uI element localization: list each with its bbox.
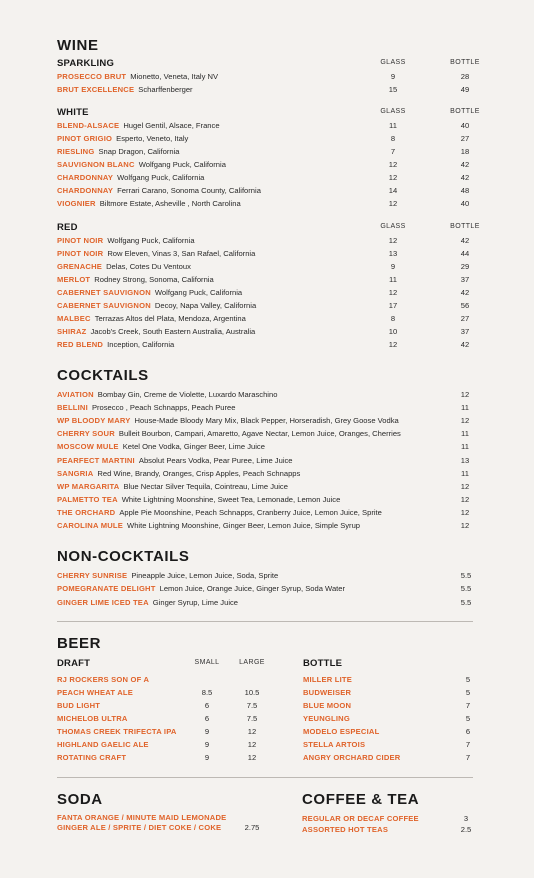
cocktail-price: 12 [460, 494, 470, 504]
wine-name: CABERNET SAUVIGNON [57, 288, 151, 297]
wine-name: MERLOT [57, 275, 91, 284]
draft-beer-item [57, 687, 133, 698]
sparkling-heading: SPARKLING [57, 58, 115, 69]
wine-description: Delas, Cotes Du Ventoux [106, 262, 191, 271]
sparkling-bottle-label: BOTTLE [450, 59, 480, 66]
sparkling-glass-label: GLASS [380, 59, 406, 66]
non-cocktail-name: POMEGRANATE DELIGHT [57, 584, 156, 594]
wine-description: Biltmore Estate, Asheville , North Carolina [99, 199, 241, 208]
cocktail-name: CAROLINA MULE [57, 521, 124, 530]
wine-bottle-price: 27 [460, 314, 470, 323]
bottle-beer-name: MODELO ESPECIAL [303, 727, 380, 736]
wine-glass-price: 17 [388, 301, 398, 310]
non-cocktail-description: Lemon Juice, Orange Juice, Ginger Syrup, Soda Water [159, 584, 346, 594]
bottle-beer-price: 7 [465, 740, 471, 749]
wine-item [57, 185, 261, 196]
wine-item [57, 339, 174, 350]
white-heading: WHITE [57, 107, 89, 118]
wine-item [57, 313, 246, 324]
bottle-beer-price: 5 [465, 714, 471, 723]
cocktail-description: Ketel One Vodka, Ginger Beer, Lime Juice [122, 442, 265, 452]
draft-beer-item [57, 752, 126, 763]
cocktail-item [57, 441, 265, 452]
cocktail-price: 11 [461, 442, 469, 452]
cocktail-price: 11 [461, 468, 469, 478]
wine-bottle-price: 18 [460, 147, 470, 156]
cocktail-price: 12 [460, 416, 470, 426]
cocktail-name: CHERRY SOUR [57, 429, 115, 439]
white-bottle-label: BOTTLE [450, 108, 480, 115]
bottle-beer-name: MILLER LITE [303, 675, 353, 684]
wine-name: VIOGNIER [57, 199, 96, 208]
wine-bottle-price: 56 [460, 301, 470, 310]
wine-bottle-price: 27 [460, 134, 470, 143]
cocktail-name: MOSCOW MULE [57, 442, 119, 452]
draft-beer-name: THOMAS CREEK TRIFECTA IPA [57, 727, 177, 736]
wine-name: BRUT EXCELLENCE [57, 85, 135, 94]
wine-glass-price: 8 [390, 134, 396, 143]
coffee-tea-price: 3 [463, 814, 469, 823]
wine-bottle-price: 37 [460, 275, 470, 284]
cocktail-item [57, 494, 340, 505]
wine-name: CHARDONNAY [57, 173, 114, 182]
wine-bottle-price: 42 [460, 236, 470, 245]
bottle-beer-item [303, 739, 365, 750]
wine-bottle-price: 49 [460, 85, 470, 94]
wine-glass-price: 9 [390, 262, 396, 271]
draft-large-price: 7.5 [246, 714, 258, 723]
wine-glass-price: 7 [390, 147, 396, 156]
wine-description: Wolfgang Puck, California [107, 236, 195, 245]
cocktail-item [57, 428, 401, 439]
wine-description: Wolfgang Puck, California [154, 288, 243, 297]
white-glass-label: GLASS [380, 108, 406, 115]
bottle-beer-name: BUDWEISER [303, 688, 352, 697]
wine-glass-price: 14 [388, 186, 398, 195]
wine-description: Ferrari Carano, Sonoma County, California [117, 186, 261, 195]
cocktail-description: Blue Nectar Silver Tequila, Cointreau, Lime Juice [123, 481, 288, 491]
cocktail-description: Bulleit Bourbon, Campari, Amaretto, Agave Nectar, Lemon Juice, Oranges, Cherries [118, 429, 401, 439]
bottle-beer-item [303, 726, 379, 737]
draft-small-price: 8.5 [201, 688, 213, 697]
non-cocktail-description: Ginger Syrup, Lime Juice [152, 597, 239, 607]
cocktail-description: Prosecco , Peach Schnapps, Peach Puree [91, 403, 236, 413]
red-heading: RED [57, 222, 78, 233]
cocktail-item [57, 389, 277, 400]
bottle-beer-item [303, 713, 350, 724]
wine-name: SAUVIGNON BLANC [57, 160, 135, 169]
cocktail-name: SANGRIA [57, 468, 94, 478]
wine-description: Terrazas Altos del Plata, Mendoza, Argentina [94, 314, 246, 323]
bottle-beer-item [303, 674, 352, 685]
wine-bottle-price: 42 [460, 288, 470, 297]
divider [57, 621, 473, 622]
wine-bottle-price: 42 [460, 160, 470, 169]
wine-item [57, 159, 226, 170]
wine-item [57, 133, 188, 144]
wine-item [57, 248, 255, 259]
draft-beer-item [57, 700, 100, 711]
cocktail-description: Red Wine, Brandy, Oranges, Crisp Apples, Peach Schnapps [97, 468, 301, 478]
non-cocktail-item [57, 583, 345, 594]
wine-glass-price: 9 [390, 72, 396, 81]
red-glass-label: GLASS [380, 223, 406, 230]
cocktail-description: Apple Pie Moonshine, Peach Schnapps, Cranberry Juice, Lemon Juice, Sprite [119, 507, 382, 517]
bottle-beer-item [303, 752, 400, 763]
wine-name: RIESLING [57, 147, 95, 156]
coffee-tea-price: 2.5 [460, 825, 472, 834]
soda-line-1: FANTA ORANGE / MINUTE MAID LEMONADE [57, 813, 227, 822]
wine-description: Esperto, Veneto, Italy [116, 134, 189, 143]
non-cocktail-item [57, 570, 278, 581]
wine-item [57, 326, 255, 337]
wine-name: CHARDONNAY [57, 186, 114, 195]
cocktail-price: 11 [461, 403, 469, 413]
wine-item [57, 235, 195, 246]
draft-heading: DRAFT [57, 658, 91, 669]
wine-name: SHIRAZ [57, 327, 87, 336]
draft-beer-name: PEACH WHEAT ALE [57, 688, 133, 697]
cocktail-item [57, 520, 360, 531]
cocktail-price: 12 [460, 390, 470, 399]
wine-bottle-price: 28 [460, 72, 470, 81]
draft-beer-name: RJ ROCKERS SON OF A [57, 675, 150, 684]
wine-glass-price: 12 [388, 340, 398, 349]
red-bottle-label: BOTTLE [450, 223, 480, 230]
soda-price: 2.75 [244, 823, 260, 832]
wine-glass-price: 8 [390, 314, 396, 323]
non-cocktail-price: 5.5 [460, 597, 472, 607]
draft-large-label: LARGE [239, 659, 265, 666]
cocktail-name: WP MARGARITA [57, 481, 120, 491]
soda-line-2: GINGER ALE / SPRITE / DIET COKE / COKE [57, 823, 222, 832]
cocktail-description: House-Made Bloody Mary Mix, Black Pepper, Horseradish, Grey Goose Vodka [134, 416, 399, 426]
bottle-beer-name: BLUE MOON [303, 701, 352, 710]
cocktails-title: COCKTAILS [57, 367, 149, 384]
wine-item [57, 84, 193, 95]
coffee-tea-name: ASSORTED HOT TEAS [302, 825, 389, 834]
draft-beer-name: MICHELOB ULTRA [57, 714, 128, 723]
wine-item [57, 287, 242, 298]
cocktail-item [57, 455, 293, 466]
draft-beer-name: ROTATING CRAFT [57, 753, 127, 762]
coffee-tea-title: COFFEE & TEA [302, 791, 420, 808]
wine-item [57, 261, 191, 272]
wine-bottle-price: 29 [460, 262, 470, 271]
cocktail-price: 11 [461, 429, 469, 439]
wine-description: Snap Dragon, California [98, 147, 180, 156]
cocktail-item [57, 402, 235, 413]
wine-bottle-price: 37 [460, 327, 470, 336]
wine-glass-price: 10 [388, 327, 398, 336]
wine-bottle-price: 48 [460, 186, 470, 195]
cocktail-price: 12 [460, 481, 470, 491]
bottle-beer-name: ANGRY ORCHARD CIDER [303, 753, 401, 762]
wine-name: PINOT NOIR [57, 249, 104, 258]
cocktail-name: PALMETTO TEA [57, 494, 118, 504]
wine-glass-price: 12 [388, 288, 398, 297]
cocktail-price: 12 [460, 507, 470, 517]
wine-item [57, 198, 241, 209]
draft-large-price: 12 [247, 740, 257, 749]
non-cocktails-title: NON-COCKTAILS [57, 548, 190, 565]
bottle-beer-item [303, 700, 351, 711]
draft-beer-item [57, 739, 149, 750]
draft-beer-item [57, 674, 149, 685]
draft-beer-name: BUD LIGHT [57, 701, 101, 710]
bottle-beer-item [303, 687, 351, 698]
wine-description: Rodney Strong, Sonoma, California [94, 275, 214, 284]
non-cocktail-description: Pineapple Juice, Lemon Juice, Soda, Sprite [131, 571, 279, 580]
wine-bottle-price: 40 [460, 121, 470, 130]
bottle-beer-name: STELLA ARTOIS [303, 740, 366, 749]
draft-small-label: SMALL [194, 659, 220, 666]
non-cocktail-item [57, 597, 238, 608]
non-cocktail-price: 5.5 [460, 571, 472, 580]
draft-small-price: 9 [204, 753, 210, 762]
bottle-heading: BOTTLE [303, 658, 343, 669]
wine-bottle-price: 44 [460, 249, 470, 258]
beer-title: BEER [57, 635, 102, 652]
wine-item [57, 120, 220, 131]
wine-description: Hugel Gentil, Alsace, France [123, 121, 220, 130]
coffee-tea-name: REGULAR OR DECAF COFFEE [302, 814, 419, 823]
cocktail-description: White Lightning Moonshine, Sweet Tea, Lemonade, Lemon Juice [121, 494, 341, 504]
wine-glass-price: 11 [389, 121, 397, 130]
coffee-tea-item [302, 824, 388, 835]
wine-description: Row Eleven, Vinas 3, San Rafael, California [107, 249, 256, 258]
wine-description: Mionetto, Veneta, Italy NV [130, 72, 219, 81]
wine-name: PINOT NOIR [57, 236, 104, 245]
bottle-beer-price: 7 [465, 701, 471, 710]
wine-item [57, 146, 180, 157]
cocktail-name: WP BLOODY MARY [57, 416, 131, 426]
bottle-beer-price: 5 [465, 675, 471, 684]
cocktail-description: White Lightning Moonshine, Ginger Beer, Lemon Juice, Simple Syrup [127, 521, 361, 530]
divider [57, 777, 473, 778]
cocktail-item [57, 481, 288, 492]
wine-description: Inception, California [107, 340, 175, 349]
cocktail-description: Absolut Pears Vodka, Pear Puree, Lime Juice [138, 455, 293, 465]
wine-description: Jacob's Creek, South Eastern Australia, Australia [90, 327, 256, 336]
wine-bottle-price: 42 [460, 340, 470, 349]
draft-small-price: 9 [204, 727, 210, 736]
wine-name: RED BLEND [57, 340, 104, 349]
wine-description: Scharffenberger [138, 85, 193, 94]
cocktail-name: PEARFECT MARTINI [57, 455, 135, 465]
bottle-beer-price: 6 [465, 727, 471, 736]
draft-small-price: 6 [204, 701, 210, 710]
wine-item [57, 300, 256, 311]
wine-name: PINOT GRIGIO [57, 134, 113, 143]
draft-large-price: 7.5 [246, 701, 258, 710]
non-cocktail-name: CHERRY SUNRISE [57, 571, 128, 580]
bottle-beer-price: 5 [465, 688, 471, 697]
draft-large-price: 10.5 [244, 688, 260, 697]
wine-name: MALBEC [57, 314, 91, 323]
draft-small-price: 9 [204, 740, 210, 749]
wine-item [57, 172, 204, 183]
non-cocktail-name: GINGER LIME ICED TEA [57, 597, 149, 607]
non-cocktail-price: 5.5 [460, 584, 472, 594]
wine-glass-price: 12 [388, 160, 398, 169]
cocktail-price: 13 [460, 455, 470, 465]
wine-title: WINE [57, 37, 99, 54]
cocktail-item [57, 507, 382, 518]
wine-glass-price: 15 [388, 85, 398, 94]
draft-beer-item [57, 726, 177, 737]
draft-beer-name: HIGHLAND GAELIC ALE [57, 740, 149, 749]
draft-large-price: 12 [247, 753, 257, 762]
wine-glass-price: 12 [388, 199, 398, 208]
wine-glass-price: 12 [388, 173, 398, 182]
draft-large-price: 12 [247, 727, 257, 736]
cocktail-name: BELLINI [57, 403, 88, 413]
draft-small-price: 6 [204, 714, 210, 723]
wine-bottle-price: 40 [460, 199, 470, 208]
wine-item [57, 274, 214, 285]
wine-name: CABERNET SAUVIGNON [57, 301, 151, 310]
soda-title: SODA [57, 791, 103, 808]
cocktail-price: 12 [460, 521, 470, 530]
wine-bottle-price: 42 [460, 173, 470, 182]
wine-glass-price: 12 [388, 236, 398, 245]
wine-description: Wolfgang Puck, California [138, 160, 226, 169]
wine-name: PROSECCO BRUT [57, 72, 127, 81]
cocktail-item [57, 468, 300, 479]
wine-description: Decoy, Napa Valley, California [154, 301, 257, 310]
wine-glass-price: 11 [389, 275, 397, 284]
bottle-beer-price: 7 [465, 753, 471, 762]
bottle-beer-name: YEUNGLING [303, 714, 350, 723]
draft-beer-item [57, 713, 128, 724]
cocktail-description: Bombay Gin, Creme de Violette, Luxardo Maraschino [97, 390, 278, 399]
coffee-tea-item [302, 813, 419, 824]
wine-glass-price: 13 [388, 249, 398, 258]
wine-description: Wolfgang Puck, California [117, 173, 205, 182]
wine-name: BLEND-ALSACE [57, 121, 120, 130]
wine-item [57, 71, 218, 82]
cocktail-name: AVIATION [57, 390, 94, 399]
cocktail-item [57, 415, 399, 426]
cocktail-name: THE ORCHARD [57, 507, 116, 517]
wine-name: GRENACHE [57, 262, 103, 271]
